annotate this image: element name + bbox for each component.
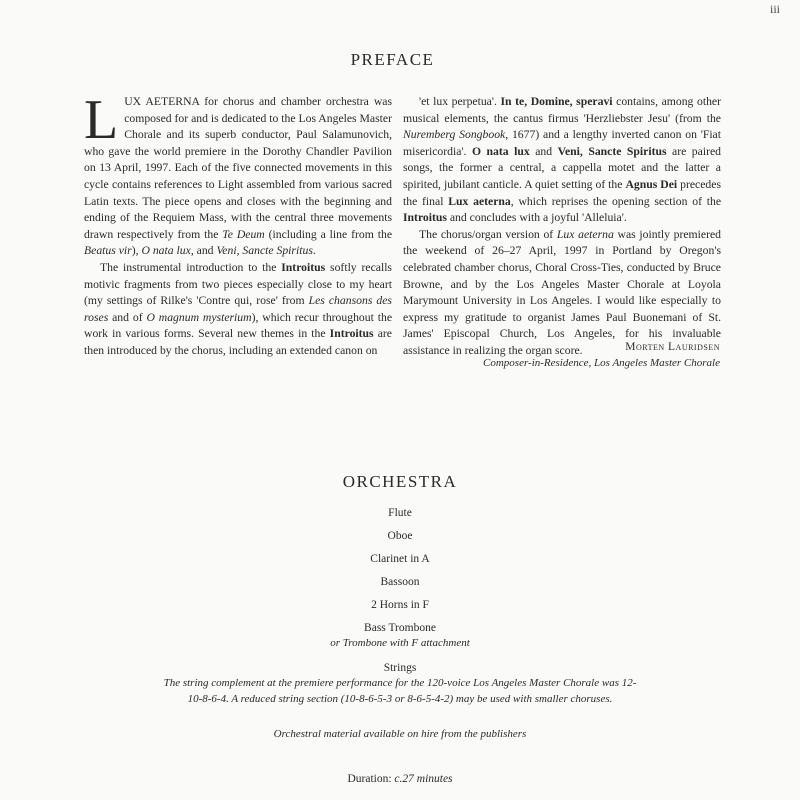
preface-right-column — [403, 94, 721, 360]
italic-text: O nata lux — [141, 244, 191, 258]
drop-cap: L — [84, 89, 119, 151]
text-run: softly recalls motivic fragments from two pieces especially close to my heart (my settings of Rilke's 'Contre qui, rose' from — [84, 260, 392, 308]
instrument-flute: Flute — [388, 507, 412, 519]
trombone-note: or Trombone with F attachment — [330, 637, 470, 649]
text-run: . — [312, 244, 316, 258]
text-run: (including a line from the — [264, 227, 393, 241]
preface-paragraph — [403, 94, 721, 227]
text-run: are then introduced by the chorus, including an extended canon on — [84, 327, 392, 357]
text-run: ), which recur throughout the work in various forms. Several new themes in the — [84, 310, 393, 341]
text-run: contains, among other musical elements, the cantus firmus 'Herzliebster Jesu' (from the — [403, 95, 721, 125]
instrument-clarinet: Clarinet in A — [370, 553, 430, 565]
bold-text: Introitus — [329, 327, 374, 341]
hire-note: Orchestral material available on hire from the publishers — [273, 728, 527, 740]
text-run: are paired songs, the former a central, a cappella motet and the latter a spirited, jubilant canticle. A quiet setting of the — [403, 144, 722, 191]
text-run: The chorus/organ version of — [419, 227, 557, 241]
italic-text: Beatus vir — [84, 244, 132, 258]
text-run: and concludes with a joyful 'Alleluia'. — [446, 211, 627, 225]
instrument-bassoon: Bassoon — [380, 576, 420, 588]
text-run: , and — [190, 244, 217, 258]
preface-paragraph — [403, 227, 721, 360]
bold-text: Agnus Dei — [625, 177, 678, 191]
bold-text: Introitus — [281, 260, 326, 274]
strings-label: Strings — [383, 662, 417, 674]
italic-text: O magnum mysterium — [146, 310, 252, 324]
instrument-horns: 2 Horns in F — [371, 599, 429, 611]
signature-name: Morten Lauridsen — [625, 341, 720, 353]
bold-text: Lux aeterna — [448, 194, 511, 208]
preface-left-column — [84, 89, 393, 360]
italic-text: Nuremberg Songbook — [403, 128, 506, 142]
duration — [0, 773, 800, 785]
preface-heading: PREFACE — [350, 50, 435, 69]
bold-text: In te, Domine, speravi — [500, 95, 613, 108]
text-run: , which reprises the opening section of the — [510, 194, 722, 208]
text-run: and of — [108, 310, 147, 324]
text-run: ), — [131, 244, 142, 258]
strings-note-line1: The string complement at the premiere performance for the 120-voice Los Angeles Master Chorale was 12- — [163, 677, 637, 689]
italic-text: Les chansons des roses — [84, 294, 392, 324]
preface-paragraph — [84, 89, 393, 260]
preface-paragraph — [84, 260, 392, 360]
text-run: , 1677) and a lengthy inverted canon on 'Fiat misericordia'. — [403, 128, 721, 158]
instrument-bass-trombone: Bass Trombone — [364, 622, 436, 634]
instrument-oboe: Oboe — [387, 530, 413, 542]
text-run: The instrumental introduction to the — [100, 260, 282, 274]
text-run: 'et lux perpetua'. — [419, 95, 501, 108]
bold-text: Veni, Sancte Spiritus — [557, 144, 667, 158]
text-run: and — [529, 144, 558, 158]
orchestra-heading: ORCHESTRA — [342, 472, 458, 491]
page-number: iii — [769, 2, 780, 16]
duration-value: c.27 minutes — [394, 773, 453, 785]
signature-role: Composer-in-Residence, Los Angeles Master Chorale — [483, 357, 720, 369]
text-run: precedes the final — [403, 177, 721, 208]
italic-text: Te Deum — [222, 227, 265, 241]
italic-text: Lux aeterna — [556, 227, 614, 241]
bold-text: O nata lux — [471, 144, 530, 158]
duration-label: Duration: — [347, 773, 395, 785]
strings-note-line2: 10-8-6-4. A reduced string section (10-8-6-5-3 or 8-6-5-4-2) may be used with smaller choruses. — [187, 693, 613, 705]
text-run: was jointly premiered the weekend of 26–27 April, 1997 in Portland by Oregon's celebrated chamber chorus, Choral Cross-Ties, conducted by Bruce Browne, and by the Los Angeles Master Chorale at Loyola Marymount University in Los Angeles. I would like especially to express my gratitude to organist James Paul Buonemani of St. James' Episcopal Church, Los Angeles, for his invaluable assistance in realizing the organ score. — [403, 227, 721, 357]
text-run: UX AETERNA for chorus and chamber orchestra was composed for and is dedicated to the Los Angeles Master Chorale and its superb conductor, Paul Salamunovich, who gave the world premiere in the Dorothy Chandler Pavilion on 13 April, 1997. Each of the five connected movements in this cycle contains references to Light assembled from various sacred Latin texts. The piece opens and closes with the beginning and ending of the Requiem Mass, with the central three movements drawn respectively from the — [84, 95, 392, 241]
bold-text: Introitus — [403, 211, 447, 225]
italic-text: Veni, Sancte Spiritus — [216, 244, 313, 258]
